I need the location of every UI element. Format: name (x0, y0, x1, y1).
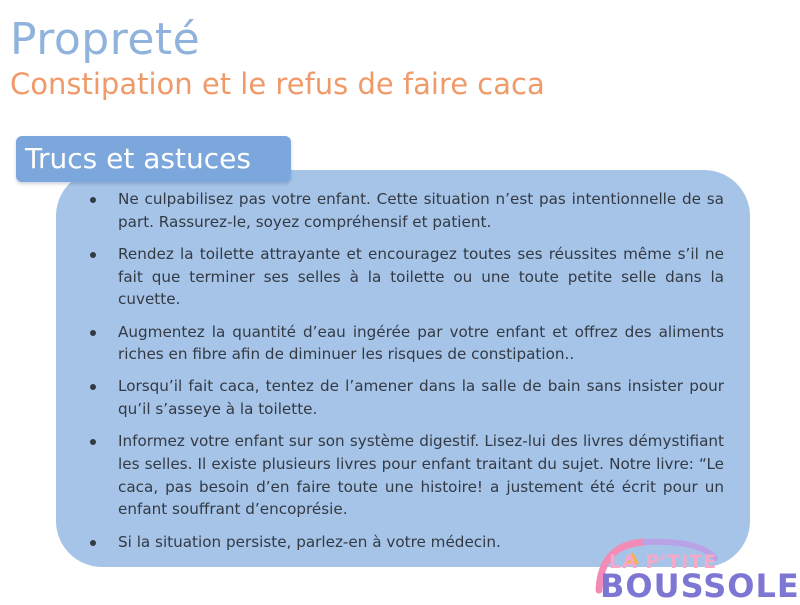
bullet-icon (90, 439, 96, 445)
tip-text: Ne culpabilisez pas votre enfant. Cette situation n’est pas intentionnelle de sa part. Rassurez-le, soyez compréhensif et patient. (118, 190, 724, 231)
bullet-icon (90, 330, 96, 336)
logo-line-2: BOUSSOLE (600, 567, 800, 605)
bullet-icon (90, 540, 96, 546)
tips-list (90, 188, 724, 553)
tip-text: Si la situation persiste, parlez-en à votre médecin. (118, 532, 501, 551)
bullet-icon (90, 384, 96, 390)
brand-logo (587, 538, 800, 605)
list-item (90, 375, 724, 420)
bullet-icon (90, 252, 96, 258)
tips-panel (56, 170, 750, 567)
logo-line-1: LA P'TITE (609, 551, 718, 573)
list-item (90, 321, 724, 366)
tip-text: Lorsqu’il fait caca, tentez de l’amener dans la salle de bain sans insister pour qu’il s’asseye à la toilette. (118, 377, 724, 419)
tip-text: Informez votre enfant sur son système digestif. Lisez-lui des livres démystifiant les selles. Il existe plusieurs livres pour enfant traitant du sujet. Notre livre: “Le caca, pas besoin d’en faire toute une histoire! a justement été écrit pour un enfant souffrant d’encoprésie. (118, 432, 724, 519)
list-item (90, 430, 724, 521)
page-subtitle: Constipation et le refus de faire caca (10, 67, 545, 101)
tip-text: Rendez la toilette attrayante et encouragez toutes ses réussites même s’il ne fait que terminer ses selles à la toilette ou une toute petite selle dans la cuvette. (118, 244, 724, 309)
tip-text: Augmentez la quantité d’eau ingérée par votre enfant et offrez des aliments riches en fibre afin de diminuer les risques de constipation.. (118, 322, 724, 364)
list-item (90, 188, 724, 233)
list-item (90, 243, 724, 311)
page-title: Propreté (10, 14, 201, 65)
bullet-icon (90, 197, 96, 203)
tips-heading: Trucs et astuces (16, 136, 291, 182)
